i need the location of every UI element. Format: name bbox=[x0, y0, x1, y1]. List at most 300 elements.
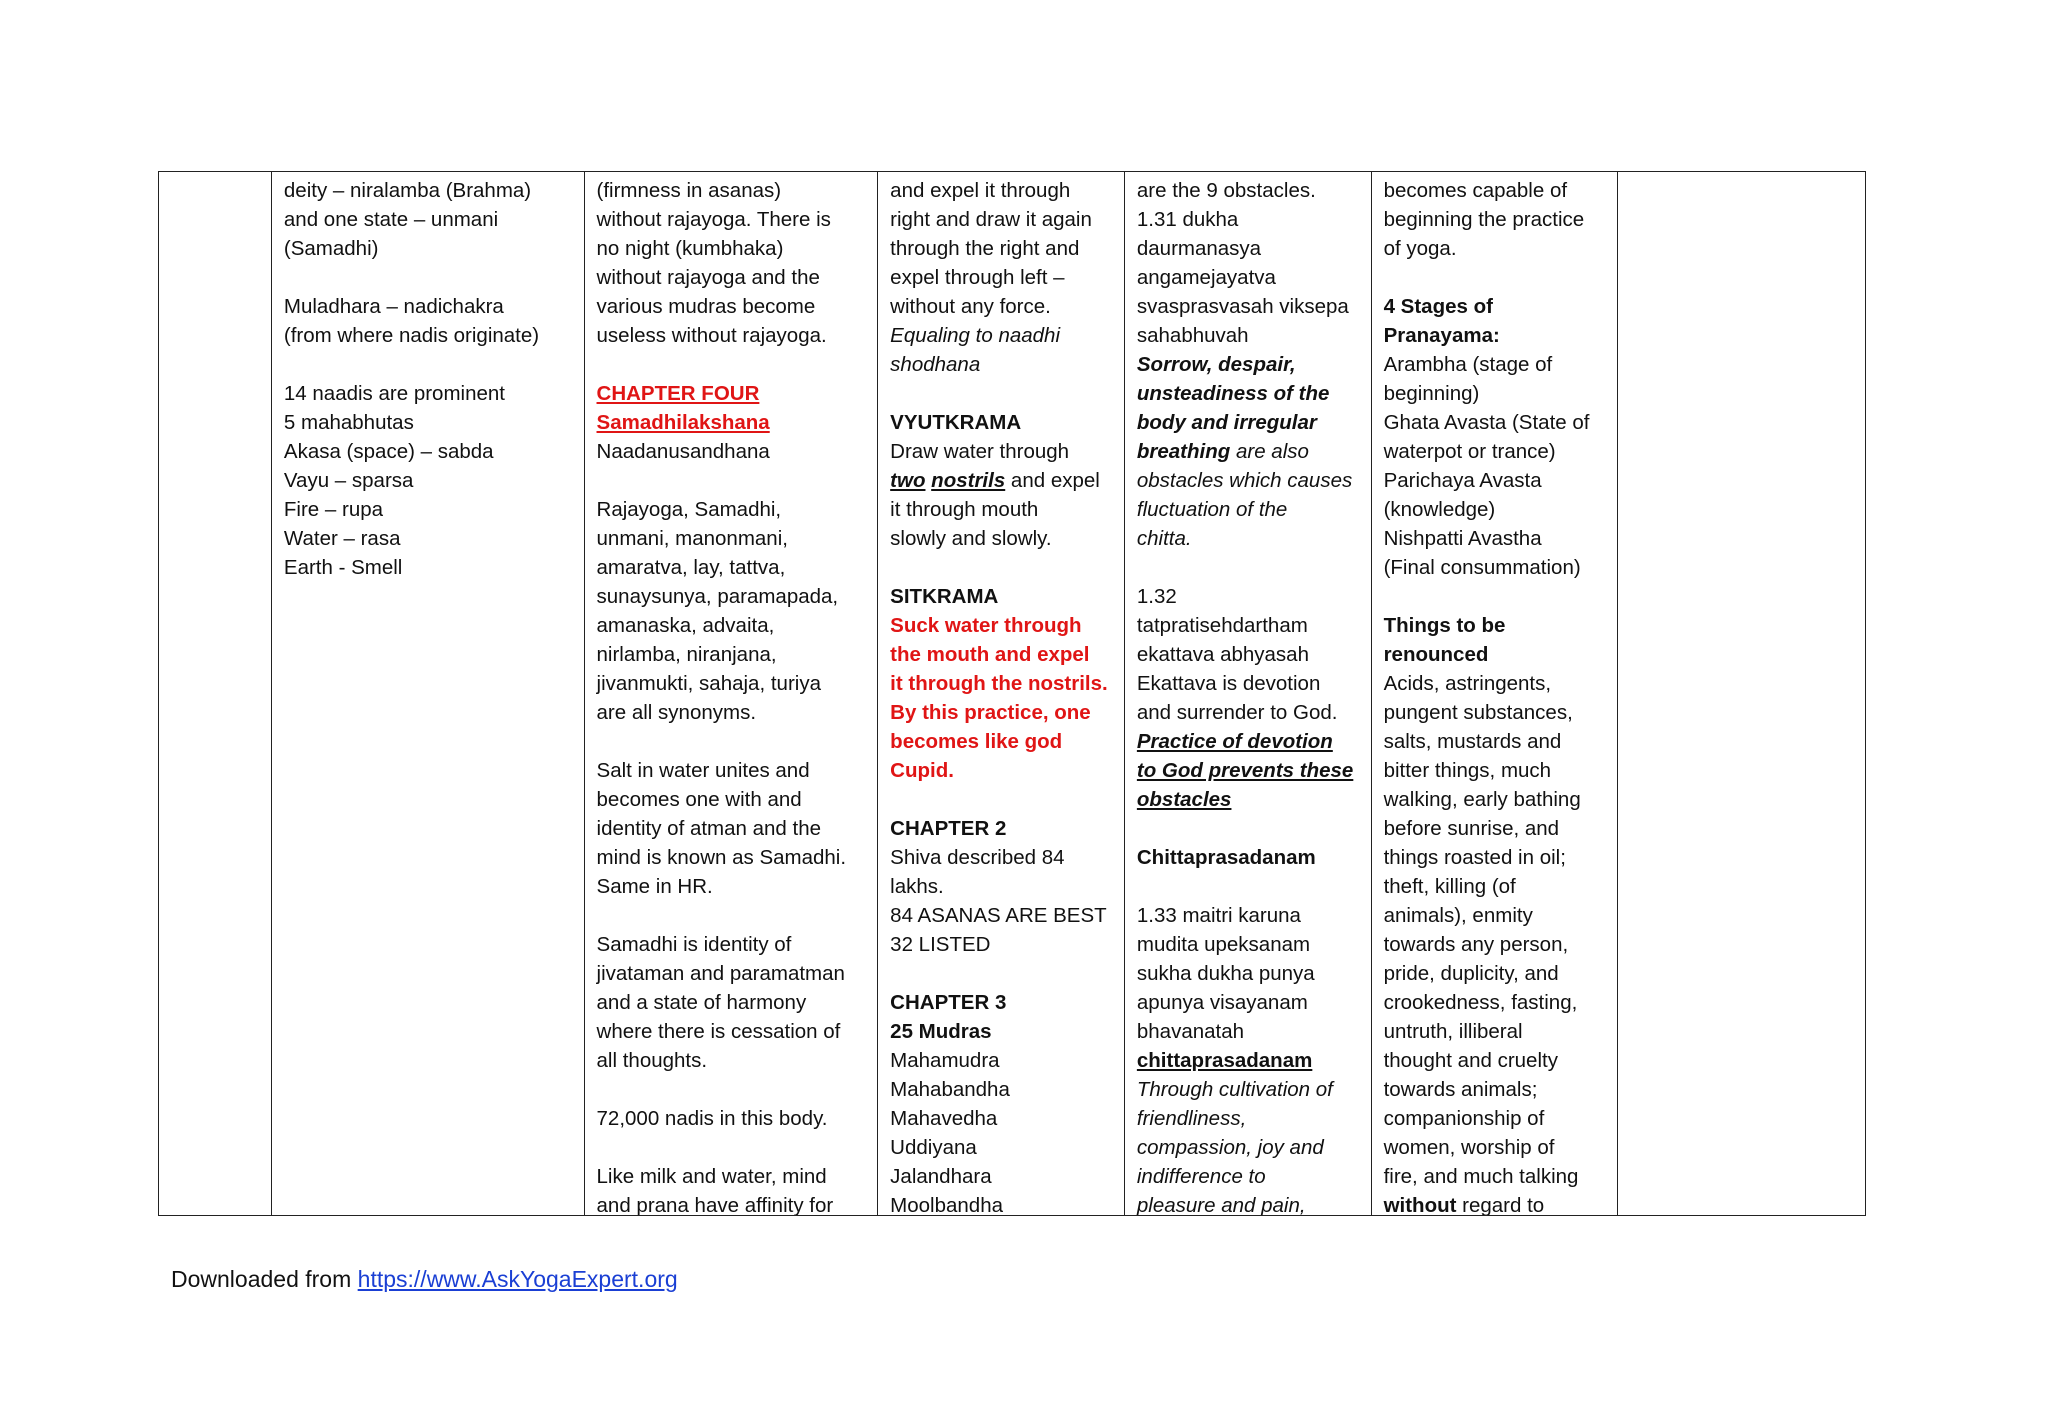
text-line bbox=[1384, 843, 1608, 872]
text-run: without rajayoga. There is bbox=[596, 208, 831, 231]
text-run: Things to be bbox=[1383, 614, 1506, 637]
text-run: of yoga. bbox=[1383, 237, 1457, 260]
text-run: Arambha (stage of bbox=[1383, 353, 1553, 376]
text-run: before sunrise, and bbox=[1383, 817, 1560, 840]
text-run: 1.33 maitri karuna bbox=[1136, 904, 1301, 927]
text-line bbox=[1384, 901, 1608, 930]
text-run: 32 LISTED bbox=[890, 933, 991, 956]
text-line bbox=[1384, 234, 1608, 263]
text-run: and a state of harmony bbox=[596, 991, 807, 1014]
text-run: 25 Mudras bbox=[890, 1020, 992, 1043]
text-run: nostrils bbox=[931, 469, 1006, 492]
text-run: 4 Stages of bbox=[1383, 295, 1493, 318]
footer-download-note bbox=[171, 1264, 678, 1294]
text-run: and surrender to God. bbox=[1136, 701, 1338, 724]
text-line bbox=[890, 1017, 1114, 1046]
text-run: compassion, joy and bbox=[1136, 1136, 1324, 1159]
text-run: regard to bbox=[1456, 1194, 1545, 1215]
text-line bbox=[1137, 524, 1361, 553]
text-run: chitta. bbox=[1136, 527, 1192, 550]
text-run: VYUTKRAMA bbox=[890, 411, 1022, 434]
text-run: 72,000 nadis in this body. bbox=[596, 1107, 828, 1130]
text-line bbox=[1384, 176, 1608, 205]
text-run: and expel bbox=[1005, 469, 1100, 492]
text-line bbox=[890, 553, 1114, 582]
text-run: obstacles bbox=[1136, 788, 1232, 811]
text-line bbox=[1137, 176, 1361, 205]
text-line bbox=[1384, 1162, 1608, 1191]
text-line bbox=[1384, 611, 1608, 640]
text-run: amanaska, advaita, bbox=[596, 614, 775, 637]
text-run: expel through left – bbox=[890, 266, 1065, 289]
text-run: crookedness, fasting, bbox=[1383, 991, 1578, 1014]
text-line bbox=[597, 582, 868, 611]
text-run: two bbox=[890, 469, 926, 492]
text-line bbox=[597, 785, 868, 814]
text-line bbox=[1137, 901, 1361, 930]
text-run: through the right and bbox=[890, 237, 1080, 260]
text-run: Salt in water unites and bbox=[596, 759, 810, 782]
text-line bbox=[597, 553, 868, 582]
text-run: walking, early bathing bbox=[1383, 788, 1581, 811]
text-line bbox=[284, 263, 574, 292]
text-line bbox=[284, 553, 574, 582]
text-line bbox=[1384, 756, 1608, 785]
text-line bbox=[1384, 727, 1608, 756]
text-run: are the 9 obstacles. bbox=[1136, 179, 1316, 202]
text-run: and one state – unmani bbox=[283, 208, 499, 231]
table-column-3 bbox=[585, 172, 879, 1215]
text-run: mudita upeksanam bbox=[1136, 933, 1311, 956]
table-column-6 bbox=[1372, 172, 1619, 1215]
text-line bbox=[1384, 350, 1608, 379]
text-line bbox=[1137, 350, 1361, 379]
text-run: Fire – rupa bbox=[283, 498, 384, 521]
text-line bbox=[890, 437, 1114, 466]
text-line bbox=[890, 640, 1114, 669]
text-run: waterpot or trance) bbox=[1383, 440, 1556, 463]
text-line bbox=[890, 1075, 1114, 1104]
text-run: right and draw it again bbox=[890, 208, 1092, 231]
table-column-4 bbox=[878, 172, 1125, 1215]
text-line bbox=[890, 669, 1114, 698]
text-run: 1.32 bbox=[1136, 585, 1177, 608]
text-run: without rajayoga and the bbox=[596, 266, 820, 289]
text-line bbox=[1137, 698, 1361, 727]
text-line bbox=[284, 408, 574, 437]
text-run: Suck water through bbox=[890, 614, 1082, 637]
text-run: to God prevents these bbox=[1136, 759, 1354, 782]
text-line bbox=[284, 495, 574, 524]
text-run: various mudras become bbox=[596, 295, 816, 318]
text-line bbox=[1137, 466, 1361, 495]
footer-prefix: Downloaded from bbox=[171, 1266, 358, 1292]
text-run: Mahamudra bbox=[890, 1049, 1000, 1072]
text-run: beginning the practice bbox=[1383, 208, 1585, 231]
text-line bbox=[890, 901, 1114, 930]
text-line bbox=[1384, 1133, 1608, 1162]
text-line bbox=[597, 611, 868, 640]
text-run: identity of atman and the bbox=[596, 817, 822, 840]
text-line bbox=[597, 408, 868, 437]
text-run: thought and cruelty bbox=[1383, 1049, 1558, 1072]
text-line bbox=[1137, 988, 1361, 1017]
text-run: all thoughts. bbox=[596, 1049, 708, 1072]
text-run: bitter things, much bbox=[1383, 759, 1552, 782]
text-run: Mahavedha bbox=[890, 1107, 998, 1130]
text-run: deity – niralamba (Brahma) bbox=[283, 179, 532, 202]
text-run: svasprasvasah viksepa bbox=[1136, 295, 1349, 318]
text-line bbox=[597, 524, 868, 553]
text-line bbox=[890, 756, 1114, 785]
text-run: untruth, illiberal bbox=[1383, 1020, 1523, 1043]
text-line bbox=[890, 843, 1114, 872]
text-line bbox=[597, 1017, 868, 1046]
text-run: Jalandhara bbox=[890, 1165, 992, 1188]
text-line bbox=[597, 321, 868, 350]
text-run: beginning) bbox=[1383, 382, 1480, 405]
text-line bbox=[890, 321, 1114, 350]
text-line bbox=[890, 205, 1114, 234]
text-line bbox=[890, 727, 1114, 756]
text-line bbox=[597, 234, 868, 263]
text-run: Same in HR. bbox=[596, 875, 713, 898]
text-run: nirlamba, niranjana, bbox=[596, 643, 777, 666]
text-run: without any force. bbox=[890, 295, 1051, 318]
text-run: Cupid. bbox=[890, 759, 954, 782]
text-line bbox=[890, 495, 1114, 524]
text-line bbox=[1384, 292, 1608, 321]
text-line bbox=[890, 814, 1114, 843]
text-line bbox=[890, 350, 1114, 379]
text-line bbox=[1137, 495, 1361, 524]
text-run: obstacles which causes bbox=[1136, 469, 1353, 492]
text-line bbox=[284, 205, 574, 234]
text-line bbox=[1384, 930, 1608, 959]
text-line bbox=[1384, 1104, 1608, 1133]
text-run: Parichaya Avasta bbox=[1383, 469, 1542, 492]
text-line bbox=[1384, 988, 1608, 1017]
text-line bbox=[284, 292, 574, 321]
text-line bbox=[1384, 640, 1608, 669]
text-run: sahabhuvah bbox=[1136, 324, 1249, 347]
text-run: Ekattava is devotion bbox=[1136, 672, 1321, 695]
text-line bbox=[1137, 669, 1361, 698]
text-run: Muladhara – nadichakra bbox=[283, 295, 504, 318]
text-run: indifference to bbox=[1136, 1165, 1266, 1188]
text-line bbox=[1384, 408, 1608, 437]
text-line bbox=[1384, 1191, 1608, 1215]
text-run: it through mouth bbox=[890, 498, 1039, 521]
text-run: Mahabandha bbox=[890, 1078, 1010, 1101]
text-line bbox=[597, 727, 868, 756]
text-line bbox=[597, 843, 868, 872]
text-line bbox=[597, 495, 868, 524]
text-run: Through cultivation of bbox=[1136, 1078, 1333, 1101]
text-run: women, worship of bbox=[1383, 1136, 1555, 1159]
text-run: chittaprasadanam bbox=[1136, 1049, 1313, 1072]
text-line bbox=[597, 205, 868, 234]
text-line bbox=[1384, 321, 1608, 350]
text-line bbox=[1137, 1104, 1361, 1133]
text-run: becomes capable of bbox=[1383, 179, 1568, 202]
text-run: shodhana bbox=[890, 353, 981, 376]
text-run: unsteadiness of the bbox=[1136, 382, 1330, 405]
text-run: jivanmukti, sahaja, turiya bbox=[596, 672, 821, 695]
text-run: becomes like god bbox=[890, 730, 1063, 753]
text-run: Like milk and water, mind bbox=[596, 1165, 827, 1188]
text-run: (from where nadis originate) bbox=[283, 324, 540, 347]
document-table bbox=[158, 171, 1866, 1216]
text-run: friendliness, bbox=[1136, 1107, 1247, 1130]
text-line bbox=[890, 611, 1114, 640]
text-line bbox=[1384, 814, 1608, 843]
table-column-2 bbox=[272, 172, 585, 1215]
text-run: fire, and much talking bbox=[1383, 1165, 1579, 1188]
text-run: fluctuation of the bbox=[1136, 498, 1288, 521]
text-line bbox=[890, 408, 1114, 437]
text-line bbox=[1384, 1075, 1608, 1104]
text-run: and expel it through bbox=[890, 179, 1071, 202]
text-line bbox=[1384, 466, 1608, 495]
text-line bbox=[597, 176, 868, 205]
text-line bbox=[1137, 553, 1361, 582]
table-column-7 bbox=[1618, 172, 1865, 1215]
text-line bbox=[597, 1104, 868, 1133]
text-run: apunya visayanam bbox=[1136, 991, 1308, 1014]
text-line bbox=[1137, 930, 1361, 959]
text-run: 5 mahabhutas bbox=[283, 411, 414, 434]
text-run: pungent substances, bbox=[1383, 701, 1573, 724]
text-line bbox=[890, 379, 1114, 408]
text-line bbox=[1137, 1017, 1361, 1046]
text-line bbox=[284, 524, 574, 553]
text-line bbox=[1137, 379, 1361, 408]
text-line bbox=[1384, 872, 1608, 901]
text-run: Sorrow, despair, bbox=[1136, 353, 1296, 376]
text-line bbox=[1384, 553, 1608, 582]
text-run: Rajayoga, Samadhi, bbox=[596, 498, 782, 521]
text-run: SITKRAMA bbox=[890, 585, 999, 608]
text-run: (firmness in asanas) bbox=[596, 179, 782, 202]
text-line bbox=[890, 872, 1114, 901]
text-line bbox=[1137, 292, 1361, 321]
text-line bbox=[1384, 205, 1608, 234]
text-run: Moolbandha bbox=[890, 1194, 1004, 1215]
text-line bbox=[597, 988, 868, 1017]
text-run: jivataman and paramatman bbox=[596, 962, 845, 985]
text-line bbox=[1384, 379, 1608, 408]
text-line bbox=[597, 756, 868, 785]
text-run: Practice of devotion bbox=[1136, 730, 1333, 753]
text-run: body and irregular bbox=[1136, 411, 1317, 434]
text-line bbox=[890, 176, 1114, 205]
text-line bbox=[1137, 785, 1361, 814]
text-line bbox=[890, 234, 1114, 263]
text-line bbox=[1137, 640, 1361, 669]
text-run: Ghata Avasta (State of bbox=[1383, 411, 1590, 434]
text-line bbox=[890, 1046, 1114, 1075]
text-run: sunaysunya, paramapada, bbox=[596, 585, 839, 608]
text-line bbox=[1137, 408, 1361, 437]
text-line bbox=[597, 1133, 868, 1162]
text-line bbox=[890, 292, 1114, 321]
text-run: Earth - Smell bbox=[283, 556, 403, 579]
text-line bbox=[1137, 1046, 1361, 1075]
text-run: ekattava abhyasah bbox=[1136, 643, 1309, 666]
text-run: (knowledge) bbox=[1383, 498, 1496, 521]
text-run: Equaling to naadhi bbox=[890, 324, 1061, 347]
text-run: slowly and slowly. bbox=[890, 527, 1052, 550]
text-line bbox=[597, 292, 868, 321]
text-line bbox=[1384, 959, 1608, 988]
text-line bbox=[1384, 1046, 1608, 1075]
text-line bbox=[597, 1162, 868, 1191]
text-line bbox=[597, 1191, 868, 1215]
text-line bbox=[284, 379, 574, 408]
text-run: (Samadhi) bbox=[283, 237, 379, 260]
text-line bbox=[1137, 205, 1361, 234]
text-line bbox=[1384, 785, 1608, 814]
text-run: bhavanatah bbox=[1136, 1020, 1245, 1043]
text-line bbox=[597, 437, 868, 466]
text-run: unmani, manonmani, bbox=[596, 527, 788, 550]
text-line bbox=[284, 466, 574, 495]
text-line bbox=[284, 321, 574, 350]
text-line bbox=[284, 234, 574, 263]
text-run: becomes one with and bbox=[596, 788, 802, 811]
text-run: no night (kumbhaka) bbox=[596, 237, 784, 260]
text-line bbox=[1137, 582, 1361, 611]
text-line bbox=[597, 814, 868, 843]
text-run: sukha dukha punya bbox=[1136, 962, 1315, 985]
text-run: breathing bbox=[1136, 440, 1231, 463]
text-run: 14 naadis are prominent bbox=[283, 382, 505, 405]
text-run: the mouth and expel bbox=[890, 643, 1090, 666]
table-column-5 bbox=[1125, 172, 1372, 1215]
text-run: Chittaprasadanam bbox=[1136, 846, 1316, 869]
text-line bbox=[284, 176, 574, 205]
text-run: amaratva, lay, tattva, bbox=[596, 556, 786, 579]
text-line bbox=[597, 640, 868, 669]
text-line bbox=[597, 350, 868, 379]
text-run: are also bbox=[1230, 440, 1309, 463]
text-run: By this practice, one bbox=[890, 701, 1091, 724]
text-line bbox=[1137, 727, 1361, 756]
text-run: Samadhi is identity of bbox=[596, 933, 792, 956]
text-run: lakhs. bbox=[890, 875, 944, 898]
text-run: without bbox=[1383, 1194, 1457, 1215]
text-run: towards any person, bbox=[1383, 933, 1569, 956]
text-line bbox=[284, 437, 574, 466]
text-line bbox=[597, 263, 868, 292]
text-run: CHAPTER 3 bbox=[890, 991, 1007, 1014]
text-line bbox=[890, 698, 1114, 727]
text-run: Samadhilakshana bbox=[596, 411, 770, 434]
text-run: mind is known as Samadhi. bbox=[596, 846, 847, 869]
text-line bbox=[597, 1046, 868, 1075]
text-run: angamejayatva bbox=[1136, 266, 1276, 289]
text-line bbox=[597, 698, 868, 727]
text-run: pride, duplicity, and bbox=[1383, 962, 1559, 985]
text-line bbox=[1137, 872, 1361, 901]
text-line bbox=[597, 379, 868, 408]
text-run: Nishpatti Avastha bbox=[1383, 527, 1542, 550]
text-line bbox=[1137, 1191, 1361, 1215]
text-line bbox=[1384, 495, 1608, 524]
text-line bbox=[1137, 321, 1361, 350]
text-line bbox=[1137, 234, 1361, 263]
text-run: Shiva described 84 bbox=[890, 846, 1065, 869]
text-run: Akasa (space) – sabda bbox=[283, 440, 494, 463]
text-run: Draw water through bbox=[890, 440, 1070, 463]
text-run: CHAPTER 2 bbox=[890, 817, 1007, 840]
text-run: Pranayama: bbox=[1383, 324, 1500, 347]
text-line bbox=[1137, 843, 1361, 872]
text-run: 1.31 dukha bbox=[1136, 208, 1239, 231]
text-line bbox=[1384, 524, 1608, 553]
text-line bbox=[1384, 669, 1608, 698]
text-run: it through the nostrils. bbox=[890, 672, 1108, 695]
text-line bbox=[597, 930, 868, 959]
text-line bbox=[1137, 959, 1361, 988]
text-run: tatpratisehdartham bbox=[1136, 614, 1308, 637]
text-line bbox=[890, 785, 1114, 814]
text-line bbox=[1137, 1075, 1361, 1104]
text-run: useless without rajayoga. bbox=[596, 324, 827, 347]
table-column-1 bbox=[159, 172, 272, 1215]
text-run: theft, killing (of bbox=[1383, 875, 1516, 898]
text-line bbox=[1137, 756, 1361, 785]
text-run: (Final consummation) bbox=[1383, 556, 1581, 579]
text-run: Water – rasa bbox=[283, 527, 401, 550]
footer-link[interactable]: https://www.AskYogaExpert.org bbox=[357, 1266, 678, 1292]
text-line bbox=[1384, 582, 1608, 611]
text-line bbox=[890, 1162, 1114, 1191]
text-line bbox=[890, 524, 1114, 553]
text-line bbox=[890, 988, 1114, 1017]
text-run: renounced bbox=[1383, 643, 1489, 666]
text-run: Acids, astringents, bbox=[1383, 672, 1552, 695]
text-line bbox=[890, 263, 1114, 292]
text-line bbox=[890, 582, 1114, 611]
text-line bbox=[890, 466, 1114, 495]
text-run: 84 ASANAS ARE BEST bbox=[890, 904, 1107, 927]
text-line bbox=[1137, 263, 1361, 292]
text-line bbox=[284, 350, 574, 379]
text-run: animals), enmity bbox=[1383, 904, 1533, 927]
text-line bbox=[1137, 1133, 1361, 1162]
text-run: CHAPTER FOUR bbox=[596, 382, 760, 405]
text-line bbox=[597, 1075, 868, 1104]
text-run: Naadanusandhana bbox=[596, 440, 770, 463]
text-line bbox=[1384, 263, 1608, 292]
text-run: things roasted in oil; bbox=[1383, 846, 1566, 869]
text-run: and prana have affinity for bbox=[596, 1194, 834, 1215]
text-line bbox=[597, 669, 868, 698]
text-run: daurmanasya bbox=[1136, 237, 1262, 260]
text-run: where there is cessation of bbox=[596, 1020, 841, 1043]
text-run: towards animals; bbox=[1383, 1078, 1538, 1101]
text-run: Uddiyana bbox=[890, 1136, 977, 1159]
text-line bbox=[890, 1191, 1114, 1215]
text-line bbox=[1137, 1162, 1361, 1191]
text-run: Vayu – sparsa bbox=[283, 469, 414, 492]
text-line bbox=[1384, 437, 1608, 466]
text-line bbox=[1137, 437, 1361, 466]
text-line bbox=[597, 872, 868, 901]
text-run: companionship of bbox=[1383, 1107, 1545, 1130]
